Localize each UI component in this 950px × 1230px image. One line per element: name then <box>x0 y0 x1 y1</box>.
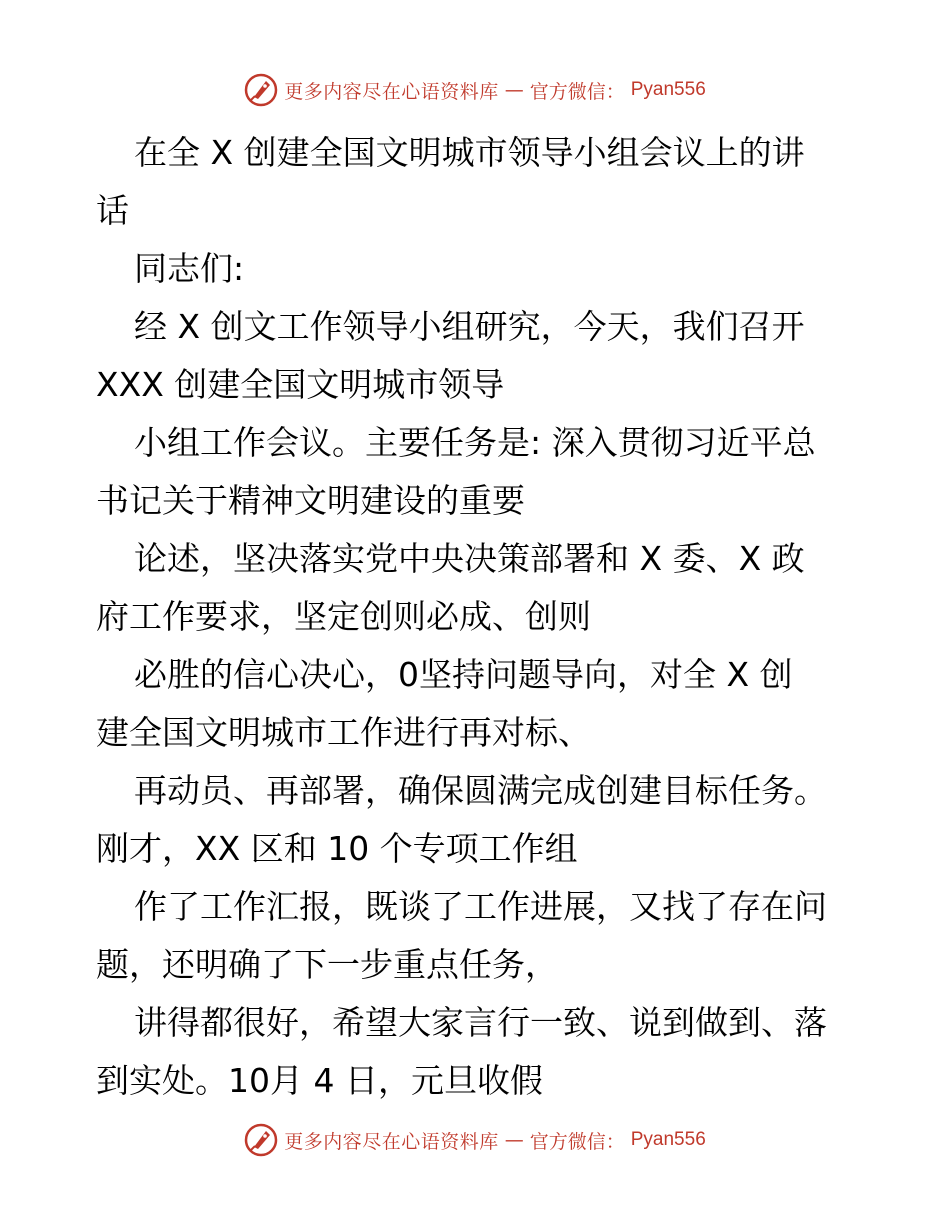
banner-slogan: 更多内容尽在心语资料库 <box>284 80 499 103</box>
doc-line: 小组工作会议。主要任务是: 深入贯彻习近平总 <box>134 423 816 462</box>
doc-line: 再动员、再部署，确保圆满完成创建目标任务。 <box>134 771 827 810</box>
doc-line: 讲得都很好，希望大家言行一致、说到做到、落 <box>134 1003 827 1042</box>
doc-line: 经 X 创文工作领导小组研究，今天，我们召开 <box>134 307 805 346</box>
header-banner <box>0 70 950 110</box>
doc-line: 论述，坚决落实党中央决策部署和 X 委、X 政 <box>134 539 805 578</box>
banner-slogan: 更多内容尽在心语资料库 <box>284 1130 499 1153</box>
doc-line: 必胜的信心决心，0坚持问题导向，对全 X 创 <box>134 655 793 694</box>
doc-line: 府工作要求，坚定创则必成、创则 <box>96 597 591 636</box>
pen-nib-logo-icon <box>244 1123 278 1157</box>
doc-line: 题，还明确了下一步重点任务， <box>96 945 558 984</box>
doc-line: 同志们: <box>134 249 245 288</box>
doc-line: XXX 创建全国文明城市领导 <box>96 365 505 404</box>
document-body <box>96 124 856 1110</box>
doc-line: 书记关于精神文明建设的重要 <box>96 481 525 520</box>
doc-line: 作了工作汇报，既谈了工作进展，又找了存在问 <box>134 887 827 926</box>
banner-dash: — <box>504 1129 524 1151</box>
banner-wechat-label: 官方微信： <box>529 1130 625 1153</box>
footer-banner <box>0 1120 950 1160</box>
banner-dash: — <box>504 79 524 101</box>
banner-wechat-id: Pyan556 <box>630 1129 706 1150</box>
doc-line: 到实处。10月 4 日，元旦收假 <box>96 1061 543 1100</box>
doc-line: 刚才，XX 区和 10 个专项工作组 <box>96 829 578 868</box>
pen-nib-logo-icon <box>244 73 278 107</box>
doc-line: 建全国文明城市工作进行再对标、 <box>96 713 591 752</box>
banner-wechat-label: 官方微信： <box>529 80 625 103</box>
doc-line: 在全 X 创建全国文明城市领导小组会议上的讲 <box>134 133 805 172</box>
doc-line: 话 <box>96 191 129 230</box>
banner-wechat-id: Pyan556 <box>630 79 706 100</box>
